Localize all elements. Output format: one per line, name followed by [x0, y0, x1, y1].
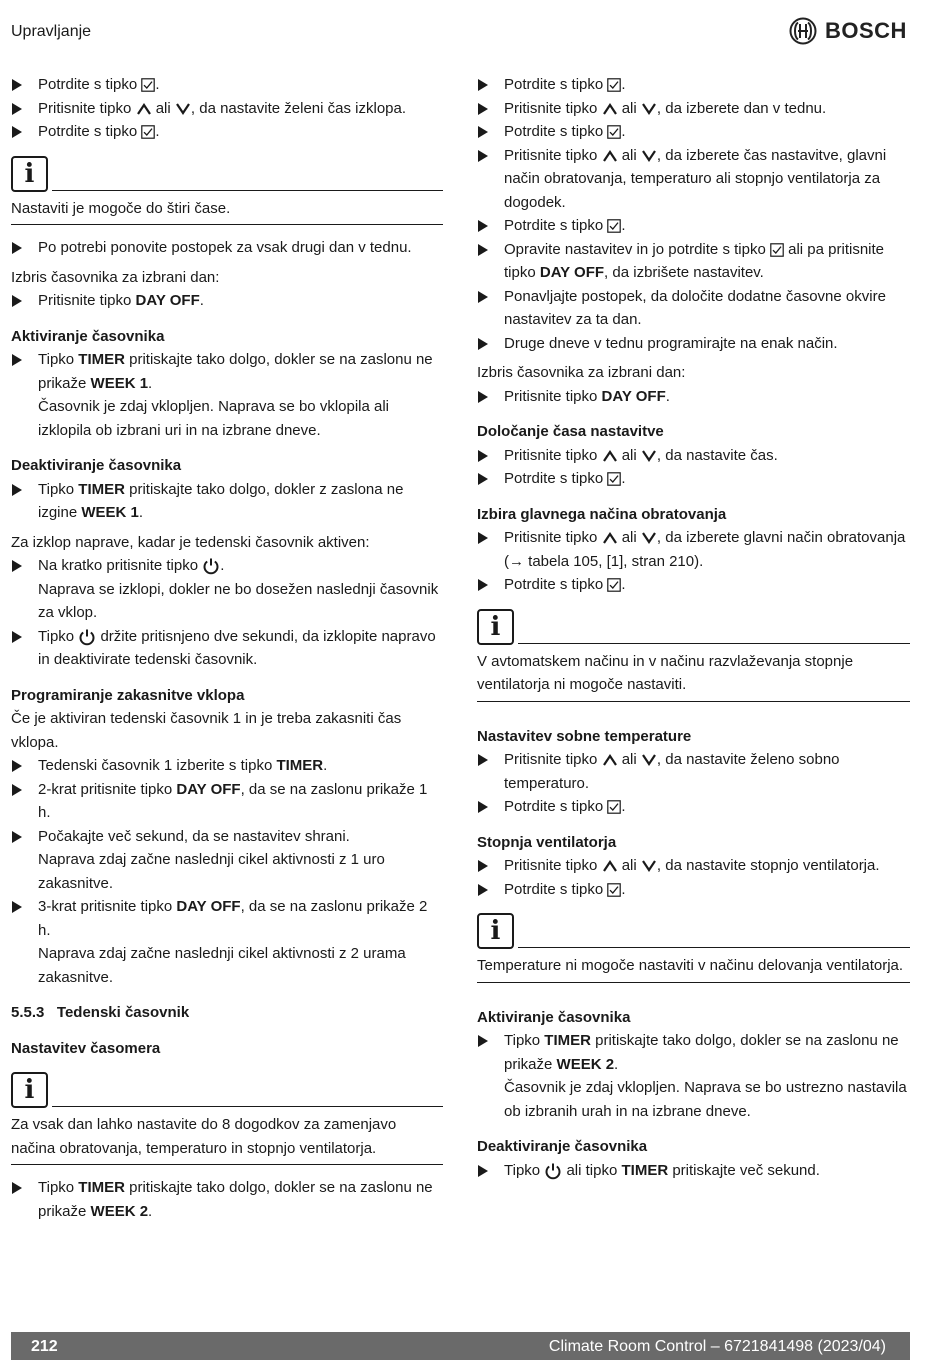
list-item: Pritisnite tipko ali , da izberete čas nastavitve, glavni način obratovanja, temperaturo ali stopnjo ventilatorja za dogodek.	[477, 144, 910, 215]
confirm-key-icon	[607, 578, 621, 592]
list-item: Potrdite s tipko .	[477, 795, 910, 819]
confirm-key-icon	[141, 78, 155, 92]
info-icon: i	[11, 156, 48, 192]
info-icon: i	[11, 1072, 48, 1108]
list-item: Potrdite s tipko .	[477, 214, 910, 238]
list-item: Pritisnite tipko ali , da nastavite želeno sobno temperaturo.	[477, 748, 910, 795]
list-item: Tedenski časovnik 1 izberite s tipko TIMER.	[11, 754, 443, 778]
list-item: Tipko TIMER pritiskajte tako dolgo, dokler se na zaslonu ne prikaže WEEK 2. Časovnik je zdaj vklopljen. Naprava se bo ustrezno nastavila ob izbranih urah in na izbrane dneve.	[477, 1029, 910, 1123]
info-note	[477, 913, 910, 983]
heading: Nastavitev časomera	[11, 1039, 161, 1057]
info-note-text: Za vsak dan lahko nastavite do 8 dogodkov za zamenjavo načina obratovanja, temperaturo in stopnjo ventilatorja.	[11, 1108, 443, 1165]
list-item: Po potrebi ponovite postopek za vsak drugi dan v tednu.	[11, 236, 443, 260]
heading: Deaktiviranje časovnika	[11, 457, 182, 474]
info-note-text: V avtomatskem načinu in v načinu razvlaževanja stopnje ventilatorja ni mogoče nastaviti.	[477, 645, 910, 702]
heading: Nastavitev sobne temperature	[477, 727, 692, 745]
confirm-key-icon	[607, 219, 621, 233]
down-key-icon	[641, 149, 657, 163]
confirm-key-icon	[607, 883, 621, 897]
paragraph: Za izklop naprave, kadar je tedenski časovnik aktiven:	[11, 533, 370, 551]
list-item: Druge dneve v tednu programirajte na enak način.	[477, 332, 910, 356]
confirm-key-icon	[607, 800, 621, 814]
info-note	[11, 1072, 443, 1165]
list-item: Potrdite s tipko .	[477, 73, 910, 97]
info-icon: i	[477, 609, 514, 645]
heading: Programiranje zakasnitve vklopa	[11, 686, 245, 704]
up-key-icon	[602, 753, 618, 767]
list-item: Tipko držite pritisnjeno dve sekundi, da izklopite napravo in deaktivirate tedenski časovnik.	[11, 625, 443, 672]
up-key-icon	[602, 149, 618, 163]
list-item: Pritisnite tipko DAY OFF.	[11, 289, 443, 313]
list-item: Opravite nastavitev in jo potrdite s tipko ali pa pritisnite tipko DAY OFF, da izbrišete nastavitev.	[477, 238, 910, 285]
list-item: Pritisnite tipko ali , da izberete dan v tednu.	[477, 97, 910, 121]
list-item: Potrdite s tipko .	[477, 120, 910, 144]
down-key-icon	[641, 102, 657, 116]
heading: Deaktiviranje časovnika	[477, 1138, 648, 1155]
list-item: Tipko TIMER pritiskajte tako dolgo, dokler se na zaslonu ne prikaže WEEK 2.	[11, 1176, 443, 1223]
list-item: 3-krat pritisnite tipko DAY OFF, da se na zaslonu prikaže 2 h. Naprava zdaj začne naslednji cikel aktivnosti z 2 urama zakasnitve.	[11, 895, 443, 989]
list-item: Pritisnite tipko ali , da izberete glavni način obratovanja (→ tabela 105, [1], stran 210).	[477, 526, 910, 573]
paragraph: Če je aktiviran tedenski časovnik 1 in je treba zakasniti čas vklopa.	[11, 710, 402, 751]
info-note	[11, 156, 443, 226]
down-key-icon	[641, 859, 657, 873]
heading: Izbira glavnega načina obratovanja	[477, 505, 727, 523]
down-key-icon	[641, 449, 657, 463]
list-item: 2-krat pritisnite tipko DAY OFF, da se na zaslonu prikaže 1 h.	[11, 778, 443, 825]
down-key-icon	[175, 102, 191, 116]
list-item: Pritisnite tipko ali , da nastavite stopnjo ventilatorja.	[477, 854, 910, 878]
list-item: Tipko ali tipko TIMER pritiskajte več sekund.	[477, 1159, 910, 1183]
info-note	[477, 609, 910, 702]
info-note-text: Temperature ni mogoče nastaviti v načinu delovanja ventilatorja.	[477, 949, 910, 983]
paragraph: Izbris časovnika za izbrani dan:	[477, 364, 686, 381]
confirm-key-icon	[607, 78, 621, 92]
confirm-key-icon	[607, 125, 621, 139]
list-item: Pritisnite tipko DAY OFF.	[477, 385, 910, 409]
up-key-icon	[602, 859, 618, 873]
heading: Aktiviranje časovnika	[11, 327, 165, 345]
list-item: Ponavljajte postopek, da določite dodatne časovne okvire nastavitev za ta dan.	[477, 285, 910, 332]
power-key-icon	[78, 628, 96, 646]
list-item: Počakajte več sekund, da se nastavitev shrani. Naprava zdaj začne naslednji cikel aktivnosti z 1 uro zakasnitve.	[11, 825, 443, 896]
arrow-right-icon: →	[509, 552, 524, 570]
right-column	[477, 73, 910, 1182]
list-item: Potrdite s tipko .	[477, 467, 910, 491]
heading: Določanje časa nastavitve	[477, 423, 664, 440]
up-key-icon	[602, 102, 618, 116]
up-key-icon	[602, 531, 618, 545]
brand-name: BOSCH	[825, 18, 907, 44]
up-key-icon	[602, 449, 618, 463]
running-header: Upravljanje	[11, 23, 92, 40]
list-item: Potrdite s tipko .	[477, 878, 910, 902]
info-note-text: Nastaviti je mogoče do štiri čase.	[11, 192, 443, 226]
down-key-icon	[641, 753, 657, 767]
confirm-key-icon	[770, 243, 784, 257]
down-key-icon	[641, 531, 657, 545]
info-icon: i	[477, 913, 514, 949]
up-key-icon	[136, 102, 152, 116]
bosch-armature-icon	[789, 17, 817, 45]
list-item: Potrdite s tipko .	[11, 73, 443, 97]
list-item: Tipko TIMER pritiskajte tako dolgo, dokler se na zaslonu ne prikaže WEEK 1. Časovnik je zdaj vklopljen. Naprava se bo vklopila ali izklopila ob izbrani uri in na izbrane dneve.	[11, 348, 443, 442]
page-number: 212	[31, 1338, 58, 1355]
confirm-key-icon	[141, 125, 155, 139]
confirm-key-icon	[607, 472, 621, 486]
list-item: Pritisnite tipko ali , da nastavite čas.	[477, 444, 910, 468]
list-item: Tipko TIMER pritiskajte tako dolgo, dokler z zaslona ne izgine WEEK 1.	[11, 478, 443, 525]
paragraph: Izbris časovnika za izbrani dan:	[11, 268, 220, 286]
power-key-icon	[544, 1162, 562, 1180]
list-item: Na kratko pritisnite tipko . Naprava se izklopi, dokler ne bo dosežen naslednji časovnik za vklop.	[11, 554, 443, 625]
power-key-icon	[202, 557, 220, 575]
list-item: Potrdite s tipko .	[477, 573, 910, 597]
document-id: Climate Room Control – 6721841498 (2023/04)	[548, 1338, 886, 1355]
left-column	[11, 73, 443, 1223]
heading: Stopnja ventilatorja	[477, 833, 617, 851]
list-item: Pritisnite tipko ali , da nastavite želeni čas izklopa.	[11, 97, 443, 121]
section-heading: 5.5.3 Tedenski časovnik	[11, 1004, 190, 1021]
list-item: Potrdite s tipko .	[11, 120, 443, 144]
page-footer	[11, 1332, 910, 1360]
bosch-logo	[789, 17, 907, 45]
heading: Aktiviranje časovnika	[477, 1008, 631, 1026]
